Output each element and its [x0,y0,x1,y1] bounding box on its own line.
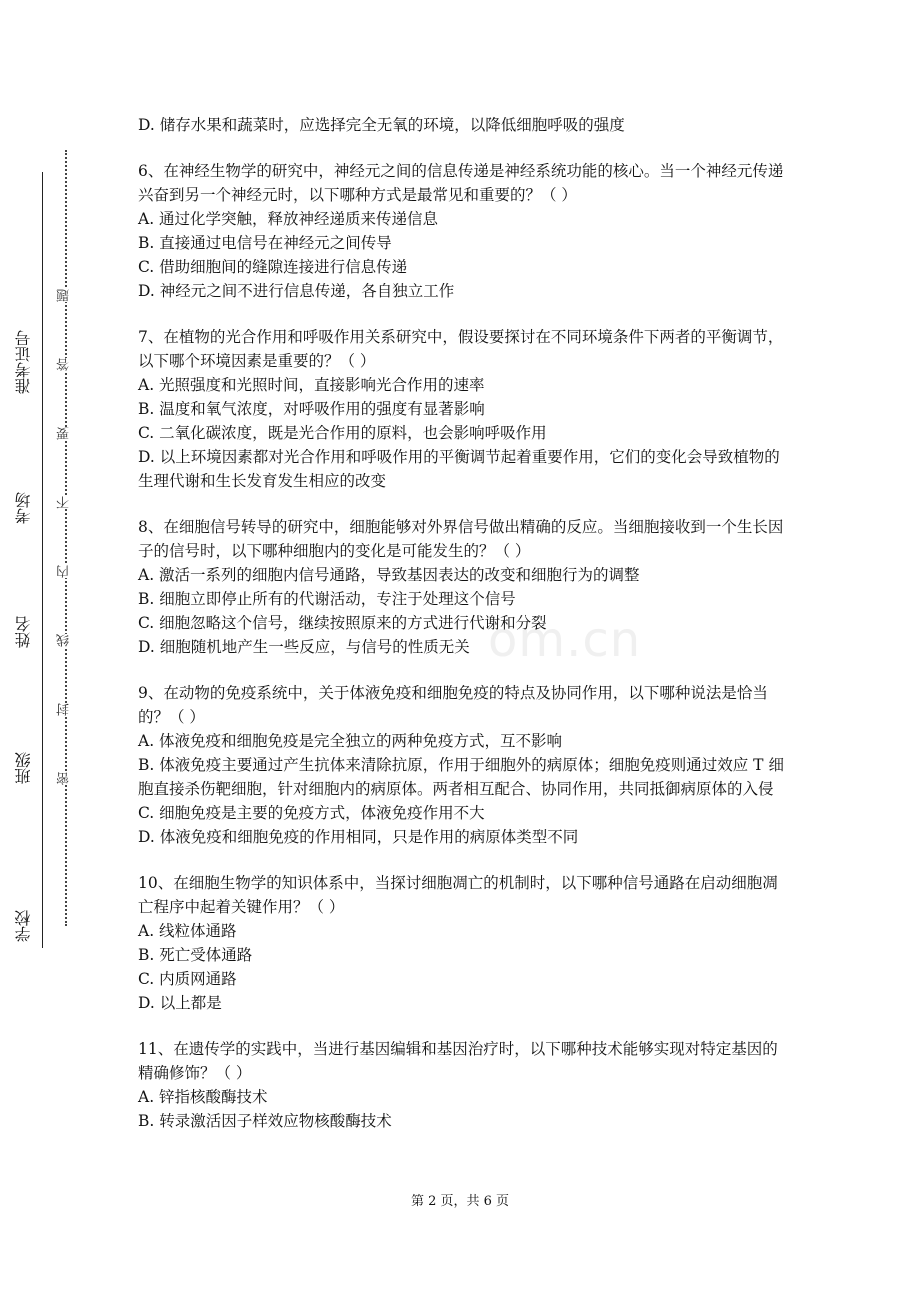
class-label: 班级 [14,752,33,784]
seal-char: 要 [57,427,72,440]
option-a: A. 通过化学突触，释放神经递质来传递信息 [138,210,439,228]
option-d: D. 体液免疫和细胞免疫的作用相同，只是作用的病原体类型不同 [138,828,579,846]
option-c: C. 细胞忽略这个信号，继续按照原来的方式进行代谢和分裂 [138,614,547,632]
seal-char: 题 [57,289,72,302]
option-d: D. 以上环境因素都对光合作用和呼吸作用的平衡调节起着重要作用，它们的变化会导致植物的生理代谢和生长发育发生相应的改变 [138,448,780,490]
option-d: D. 神经元之间不进行信息传递，各自独立工作 [138,282,455,300]
seal-char: 内 [57,565,72,578]
question-9 [138,681,788,849]
seal-char: 不 [57,496,72,509]
option-b: B. 转录激活因子样效应物核酸酶技术 [138,1112,392,1130]
option-c: C. 借助细胞间的缝隙连接进行信息传递 [138,258,408,276]
option-c: C. 二氧化碳浓度，既是光合作用的原料，也会影响呼吸作用 [138,424,547,442]
seal-char: 线 [57,634,72,647]
admission-number-label: 准考证号 [14,330,33,394]
question-11 [138,1037,788,1133]
option-a: A. 线粒体通路 [138,922,237,940]
option-a: A. 锌指核酸酶技术 [138,1088,268,1106]
option-a: A. 激活一系列的细胞内信号通路，导致基因表达的改变和细胞行为的调整 [138,566,640,584]
option-c: C. 细胞免疫是主要的免疫方式，体液免疫作用不大 [138,804,485,822]
question-6 [138,159,788,303]
name-label: 姓名 [14,616,33,648]
question-stem: 7、在植物的光合作用和呼吸作用关系研究中，假设要探讨在不同环境条件下两者的平衡调节，以下哪个环境因素是重要的？（ ） [138,328,784,370]
seal-char: 封 [57,703,72,716]
question-10 [138,871,788,1015]
question-stem: 11、在遗传学的实践中，当进行基因编辑和基因治疗时，以下哪种技术能够实现对特定基因的精确修饰？（ ） [138,1040,778,1082]
seal-char: 密 [57,772,72,785]
option-b: B. 死亡受体通路 [138,946,253,964]
option-b: B. 温度和氧气浓度，对呼吸作用的强度有显著影响 [138,400,485,418]
option-a: A. 体液免疫和细胞免疫是完全独立的两种免疫方式，互不影响 [138,732,563,750]
question-stem: 6、在神经生物学的研究中，神经元之间的信息传递是神经系统功能的核心。当一个神经元传递兴奋到另一个神经元时，以下哪种方式是最常见和重要的？（ ） [138,162,784,204]
question-stem: 9、在动物的免疫系统中，关于体液免疫和细胞免疫的特点及协同作用，以下哪种说法是恰当的？（ ） [138,684,768,726]
option-d: D. 以上都是 [138,994,222,1012]
option-a: A. 光照强度和光照时间，直接影响光合作用的速率 [138,376,485,394]
binding-margin [0,0,80,1302]
question-8 [138,515,788,659]
exam-room-label: 考场 [14,492,33,524]
option-d: D. 储存水果和蔬菜时，应选择完全无氧的环境，以降低细胞呼吸的强度 [138,116,625,134]
seal-char: 答 [57,358,72,371]
watermark: om.cn [488,612,642,668]
exam-content [138,113,788,1155]
question-7 [138,325,788,493]
option-c: C. 内质网通路 [138,970,237,988]
option-b: B. 体液免疫主要通过产生抗体来清除抗原，作用于细胞外的病原体；细胞免疫则通过效应 T 细胞直接杀伤靶细胞，针对细胞内的病原体。两者相互配合、协同作用，共同抵御病原体的入侵 [138,756,784,798]
question-stem: 10、在细胞生物学的知识体系中，当探讨细胞凋亡的机制时，以下哪种信号通路在启动细胞凋亡程序中起着关键作用？（ ） [138,874,778,916]
previous-question-tail [138,113,788,137]
binding-solid-line [42,172,43,948]
option-d: D. 细胞随机地产生一些反应，与信号的性质无关 [138,638,470,656]
page-footer: 第 2 页，共 6 页 [410,1194,510,1209]
option-b: B. 细胞立即停止所有的代谢活动，专注于处理这个信号 [138,590,516,608]
school-label: 学校 [14,910,33,942]
seal-dotted-line [65,150,67,926]
option-b: B. 直接通过电信号在神经元之间传导 [138,234,392,252]
question-stem: 8、在细胞信号转导的研究中，细胞能够对外界信号做出精确的反应。当细胞接收到一个生长因子的信号时，以下哪种细胞内的变化是可能发生的？（ ） [138,518,784,560]
